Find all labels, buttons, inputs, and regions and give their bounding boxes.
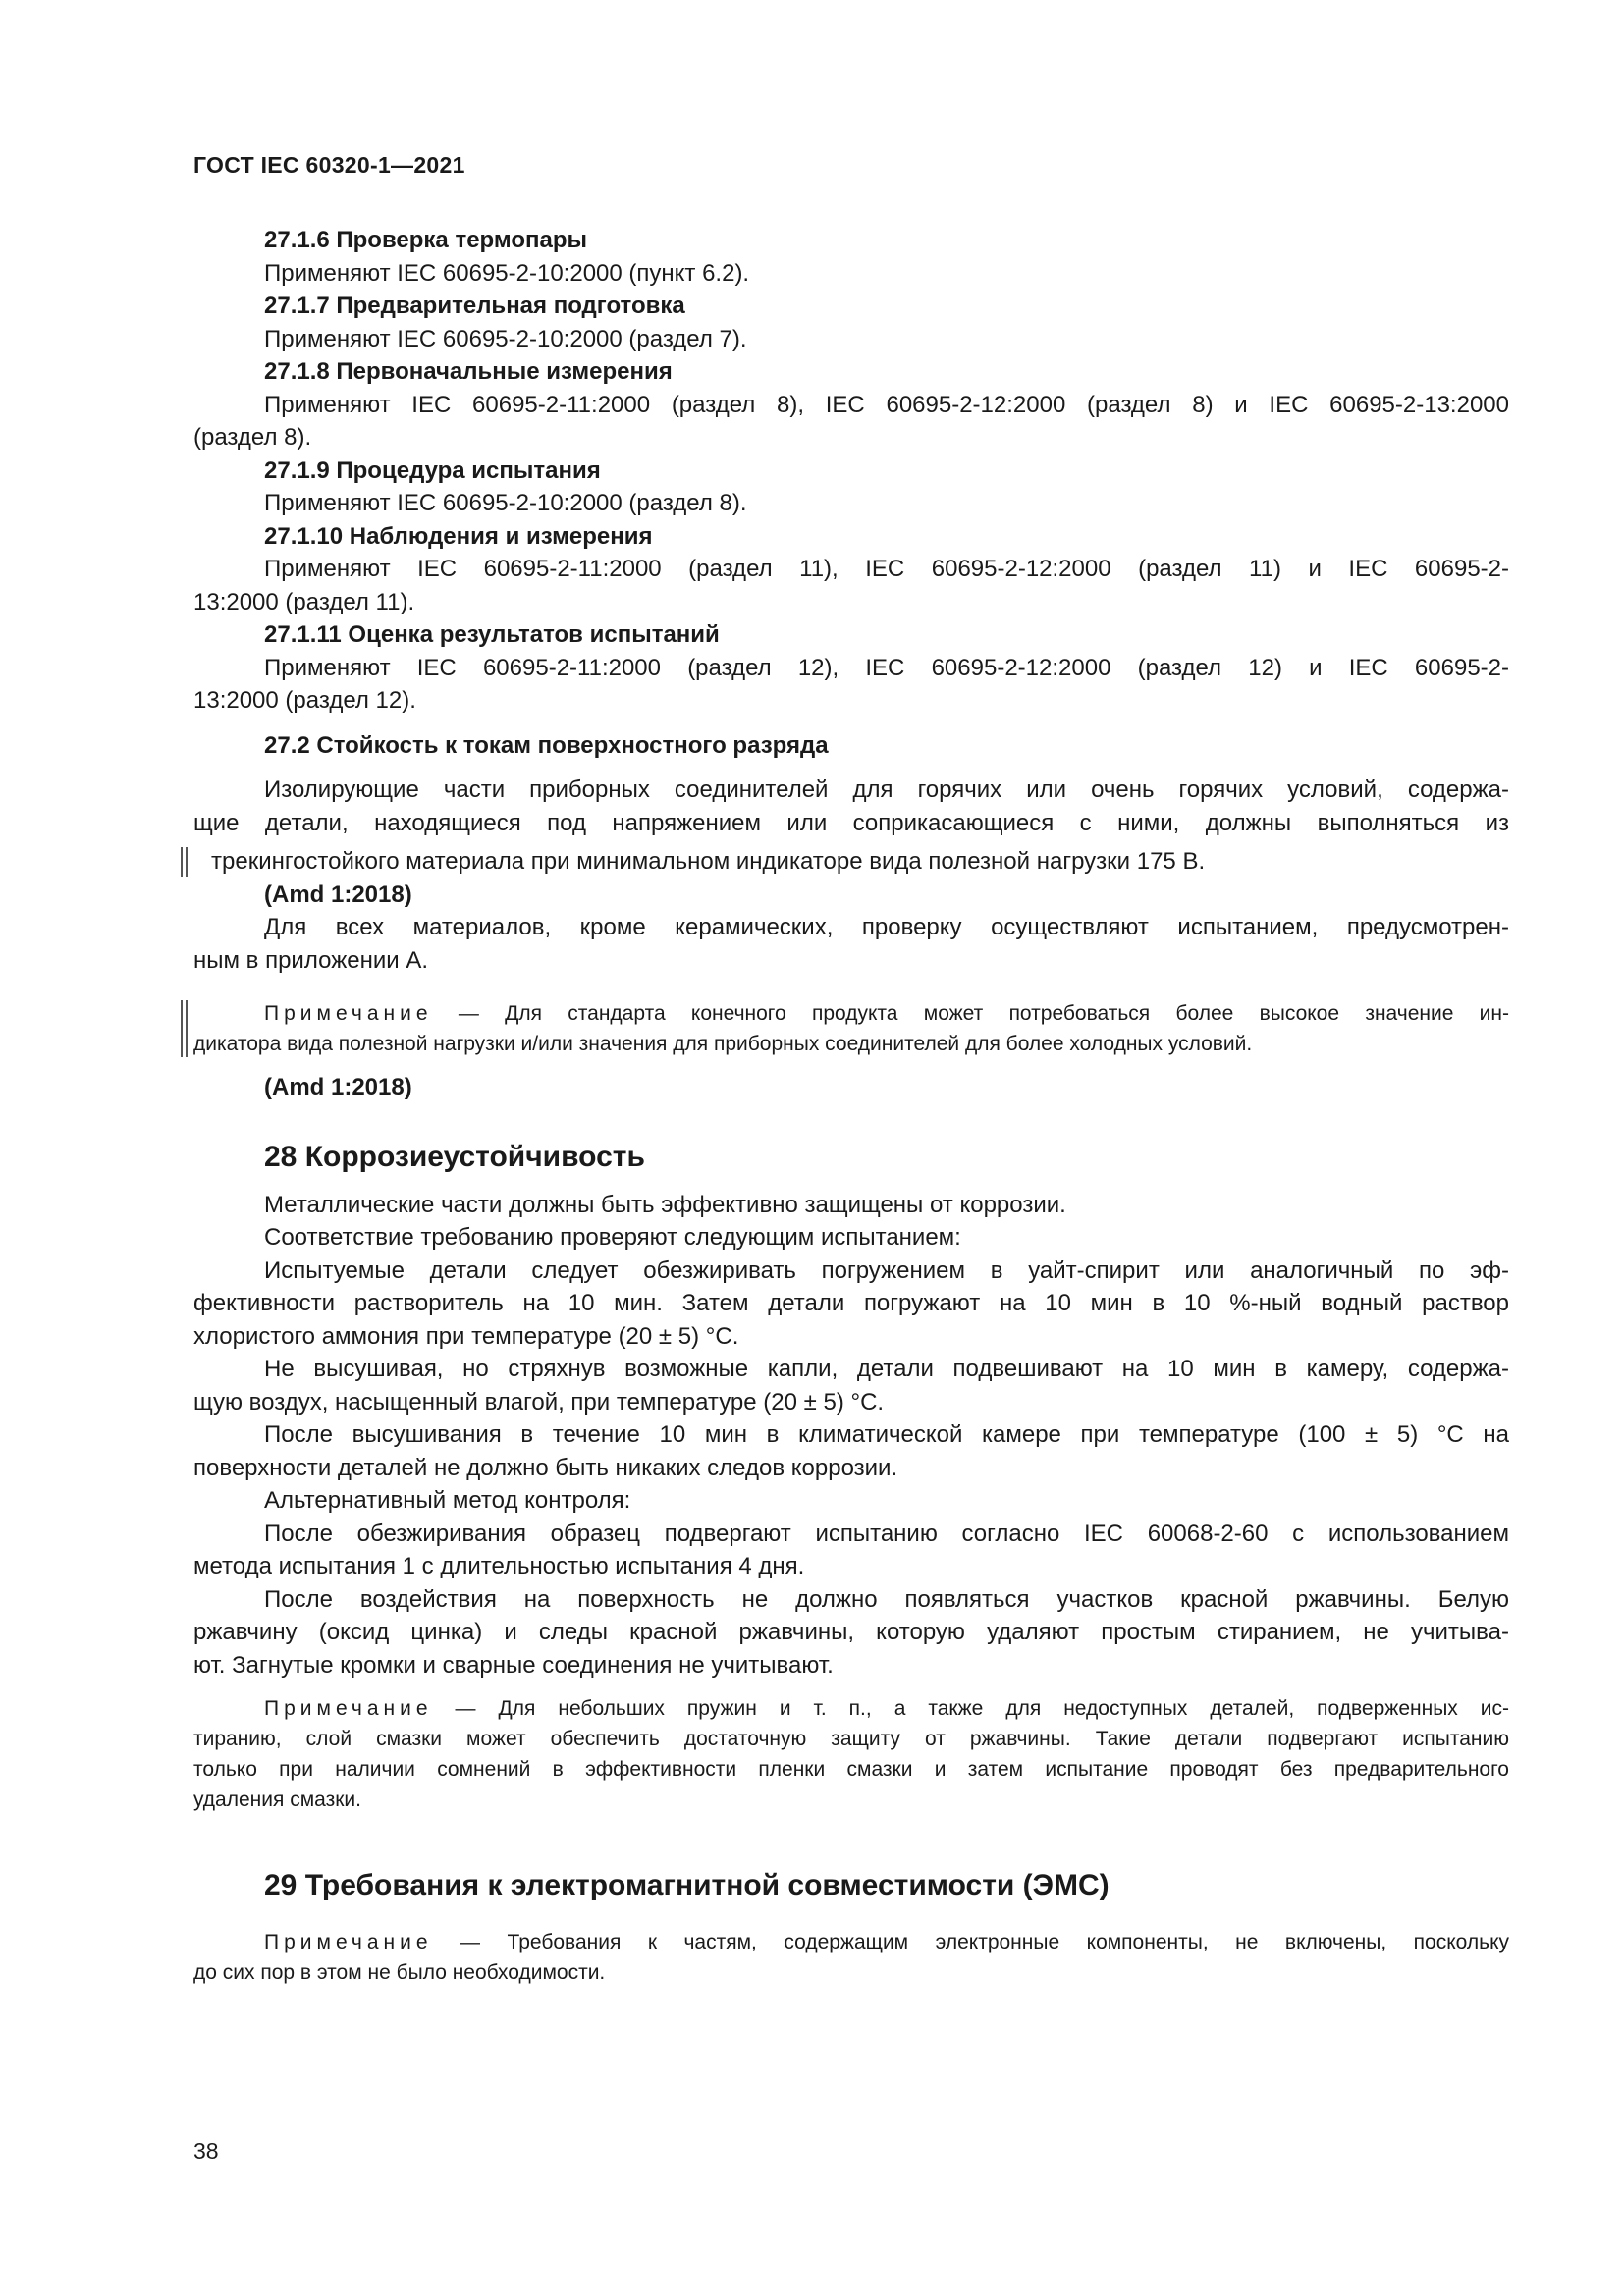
section-28-text-line: фективности растворитель на 10 мин. Затем детали погружают на 10 мин в 10 %-ный водный раствор (193, 1290, 1509, 1316)
note-text-line: только при наличии сомнений в эффективности пленки смазки и затем испытание проводят без предварительного (193, 1758, 1509, 1781)
section-28-heading: 28 Коррозиеустойчивость (264, 1140, 645, 1173)
note-28 (193, 1693, 1509, 1815)
clause-27-1-8-text-line: Применяют IEC 60695-2-11:2000 (раздел 8), IEC 60695-2-12:2000 (раздел 8) и IEC 60695-2-13:2000 (264, 391, 1509, 418)
section-28-text-line: Соответствие требованию проверяют следующим испытанием: (264, 1224, 961, 1251)
note-text-line: удаления смазки. (193, 1789, 361, 1811)
section-28-text-line: После воздействия на поверхность не должно появляться участков красной ржавчины. Белую (264, 1585, 1509, 1613)
note-text-line: до сих пор в этом не было необходимости. (193, 1961, 606, 1984)
clause-27-2-text-line: Изолирующие части приборных соединителей для горячих или очень горячих условий, содержа- (264, 776, 1509, 803)
section-28-text-line: После высушивания в течение 10 мин в климатической камере при температуре (100 ± 5) °С на (264, 1421, 1509, 1448)
section-28-text-line: ют. Загнутые кромки и сварные соединения не учитывают. (193, 1651, 834, 1679)
clause-27-1-6-text: Применяют IEC 60695-2-10:2000 (пункт 6.2). (264, 259, 750, 287)
clause-27-1-6-heading: 27.1.6 Проверка термопары (264, 227, 587, 253)
section-28-text-line: Не высушивая, но стряхнув возможные капли, детали подвешивают на 10 мин в камеру, содержа- (264, 1356, 1509, 1382)
clause-27-2-text-line: щие детали, находящиеся под напряжением или соприкасающиеся с ними, должны выполняться из (193, 809, 1509, 836)
clause-27-1-9-text: Применяют IEC 60695-2-10:2000 (раздел 8). (264, 490, 747, 516)
clause-27-1-11-heading: 27.1.11 Оценка результатов испытаний (264, 621, 720, 648)
clause-27-1-11-text-line: 13:2000 (раздел 12). (193, 687, 416, 714)
clause-27-1-10-text-line: 13:2000 (раздел 11). (193, 588, 415, 615)
section-28-text-line: ржавчину (оксид цинка) и следы красной ржавчины, которую удаляют простым стиранием, не учитыва- (193, 1619, 1509, 1645)
note-label: Примечание (264, 1002, 433, 1025)
page-body (193, 224, 1509, 1988)
note-text-line: дикатора вида полезной нагрузки и/или значения для приборных соединителей для более холодных условий. (193, 1033, 1253, 1055)
note-label: Примечание (264, 1697, 433, 1720)
section-28-text-line: Металлические части должны быть эффективно защищены от коррозии. (264, 1191, 1066, 1218)
note-text-line: — Требования к частям, содержащим электронные компоненты, не включены, поскольку (432, 1931, 1509, 1953)
section-28-text-line: Альтернативный метод контроля: (264, 1487, 631, 1514)
page-number: 38 (193, 2138, 219, 2163)
note-text-line: тиранию, слой смазки может обеспечить достаточную защиту от ржавчины. Такие детали подвергают испытанию (193, 1728, 1509, 1750)
amendment-reference: (Amd 1:2018) (264, 881, 412, 908)
note-27-2 (193, 998, 1509, 1059)
clause-27-1-10-heading: 27.1.10 Наблюдения и измерения (264, 522, 653, 550)
document-header: ГОСТ IEC 60320-1—2021 (193, 152, 465, 178)
note-29 (193, 1927, 1509, 1988)
clause-27-1-8-text-line: (раздел 8). (193, 424, 312, 451)
section-28-text-line: хлористого аммония при температуре (20 ± 5) °С. (193, 1322, 739, 1350)
clause-27-1-10-text-line: Применяют IEC 60695-2-11:2000 (раздел 11), IEC 60695-2-12:2000 (раздел 11) и IEC 60695-2- (264, 556, 1509, 582)
clause-27-2-text-line: ным в приложении А. (193, 946, 429, 974)
section-28-text-line: поверхности деталей не должно быть никаких следов коррозии. (193, 1454, 898, 1481)
amendment-reference: (Amd 1:2018) (264, 1074, 412, 1100)
amended-text-line: трекингостойкого материала при минимальном индикаторе вида полезной нагрузки 175 В. (193, 845, 1509, 879)
clause-27-2-text-line: Для всех материалов, кроме керамических, проверку осуществляют испытанием, предусмотрен- (264, 914, 1509, 940)
clause-27-1-8-heading: 27.1.8 Первоначальные измерения (264, 358, 673, 385)
clause-27-1-7-heading: 27.1.7 Предварительная подготовка (264, 293, 685, 319)
clause-27-2-heading: 27.2 Стойкость к токам поверхностного разряда (264, 731, 829, 759)
note-text-line: — Для стандарта конечного продукта может потребоваться более высокое значение ин- (432, 1002, 1509, 1025)
note-label: Примечание (264, 1931, 433, 1953)
section-28-text-line: щую воздух, насыщенный влагой, при температуре (20 ± 5) °С. (193, 1388, 885, 1415)
section-28-text-line: Испытуемые детали следует обезжиривать погружением в уайт-спирит или аналогичный по эф- (264, 1256, 1509, 1284)
clause-27-1-7-text: Применяют IEC 60695-2-10:2000 (раздел 7). (264, 325, 747, 352)
section-28-text-line: После обезжиривания образец подвергают испытанию согласно IEC 60068-2-60 с использованием (264, 1520, 1509, 1547)
clause-27-1-9-heading: 27.1.9 Процедура испытания (264, 456, 601, 484)
clause-27-1-11-text-line: Применяют IEC 60695-2-11:2000 (раздел 12), IEC 60695-2-12:2000 (раздел 12) и IEC 60695-2- (264, 654, 1509, 681)
section-29-heading: 29 Требования к электромагнитной совместимости (ЭМС) (264, 1869, 1110, 1901)
note-text-line: — Для небольших пружин и т. п., а также для недоступных деталей, подверженных ис- (432, 1697, 1509, 1720)
section-28-text-line: метода испытания 1 с длительностью испытания 4 дня. (193, 1553, 805, 1579)
